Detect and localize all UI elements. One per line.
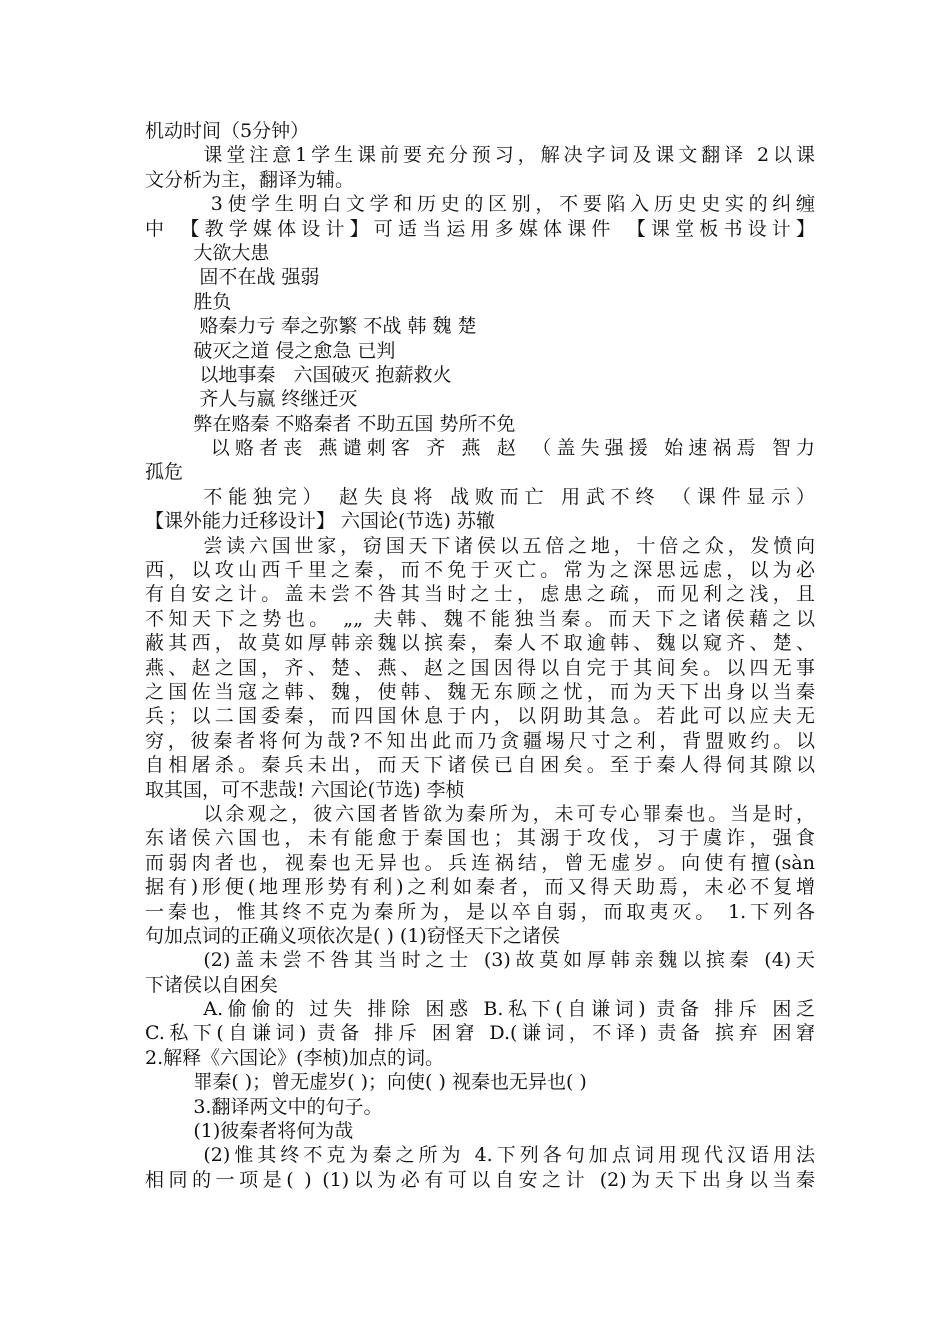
text-line: 而弱肉者也，视秦也无异也。兵连祸结，曾无虚岁。向使有擅(sàn: [145, 851, 815, 874]
text-line: 穷，彼秦者将何为哉?不知出此而乃贪疆埸尺寸之利，背盟败约。以: [145, 729, 815, 752]
text-line: 孤危: [145, 461, 184, 484]
text-line: 句加点词的正确义项依次是( ) (1)窃怪天下之诸侯: [145, 924, 560, 947]
text-line: 自相屠杀。秦兵未出，而天下诸侯已自困矣。至于秦人得伺其隙以: [145, 754, 815, 777]
text-line: A.偷偷的 过失 排除 困惑 B.私下(自谦词) 责备 排斥 困乏: [203, 998, 815, 1021]
text-line: 3.翻译两文中的句子。: [145, 1095, 383, 1118]
text-line: 固不在战 强弱: [145, 266, 320, 289]
text-line: 机动时间（5分钟）: [145, 120, 310, 142]
text-line: 燕、赵之国，齐、楚、燕、赵之国因得以自完于其间矣。以四无事: [145, 656, 815, 679]
text-line: 【课外能力迁移设计】 六国论(节选) 苏辙: [145, 510, 495, 533]
text-line: 2.解释《六国论》(李桢)加点的词。: [145, 1046, 444, 1069]
text-line: 以地事秦 六国破灭 抱薪救火: [145, 363, 452, 386]
text-line: 罪秦( )；曾无虚岁( )；向使( ) 视秦也无异也( ): [145, 1071, 587, 1094]
text-line: (1)彼秦者将何为哉: [145, 1120, 354, 1143]
document-body: [145, 119, 815, 1192]
text-line: 大欲大患: [145, 241, 270, 264]
text-line: 胜负: [145, 290, 232, 313]
text-line: 中 【教学媒体设计】可适当运用多媒体课件 【课堂板书设计】: [145, 217, 815, 240]
text-line: 取其国，可不悲哉! 六国论(节选) 李桢: [145, 778, 465, 801]
text-line: 据有)形便(地理形势有利)之利如秦者，而又得天助焉，未必不复增: [145, 876, 815, 899]
text-line: 相同的一项是( ) (1)以为必有可以自安之计 (2)为天下出身以当秦: [145, 1168, 815, 1191]
text-line: 3使学生明白文学和历史的区别，不要陷入历史史实的纠缠: [210, 193, 815, 216]
text-line: C.私下(自谦词) 责备 排斥 困窘 D.(谦词，不译) 责备 摈弃 困窘: [145, 1022, 815, 1045]
text-line: 以赂者丧 燕谴刺客 齐 燕 赵 （盖失强援 始速祸焉 智力: [210, 437, 815, 460]
text-line: 一秦也，惟其终不克为秦所为，是以卒自弱，而取夷灭。 1.下列各: [145, 900, 815, 923]
text-line: 齐人与嬴 终继迁灭: [145, 388, 358, 411]
text-line: 文分析为主，翻译为辅。: [145, 168, 355, 191]
text-line: 不知天下之势也。 „„ 夫韩、魏不能独当秦。而天下之诸侯藉之以: [145, 607, 815, 630]
text-line: (2)惟其终不克为秦之所为 4.下列各句加点词用现代汉语用法: [203, 1144, 815, 1167]
text-line: 之国佐当寇之韩、魏，使韩、魏无东顾之忧，而为天下出身以当秦: [145, 680, 815, 703]
text-line: 下诸侯以自困矣: [145, 973, 279, 996]
text-line: 不能独完） 赵失良将 战败而亡 用武不终 （课件显示）: [203, 485, 815, 508]
text-line: 东诸侯六国也，未有能愈于秦国也；其溺于攻伐，习于虞诈，强食: [145, 827, 815, 850]
text-line: 兵；以二国委秦，而四国休息于内，以阴助其急。若此可以应夫无: [145, 705, 815, 728]
text-line: 西，以攻山西千里之秦，而不免于灭亡。常为之深思远虑，以为必: [145, 559, 815, 582]
text-line: 有自安之计。盖未尝不咎其当时之士，虑患之疏，而见利之浅，且: [145, 583, 815, 606]
text-line: 课堂注意1学生课前要充分预习，解决字词及课文翻译 2以课: [203, 144, 815, 167]
text-line: 以余观之，彼六国者皆欲为秦所为，未可专心罪秦也。当是时，: [203, 802, 815, 825]
text-line: 赂秦力亏 奉之弥繁 不战 韩 魏 楚: [145, 315, 477, 338]
text-line: 尝读六国世家，窃国天下诸侯以五倍之地，十倍之众，发愤向: [203, 534, 815, 557]
text-line: 破灭之道 侵之愈急 已判: [145, 339, 396, 362]
text-line: (2)盖未尝不咎其当时之士 (3)故莫如厚韩亲魏以摈秦 (4)天: [203, 949, 815, 972]
text-line: 弊在赂秦 不赂秦者 不助五国 势所不免: [145, 412, 516, 435]
text-line: 蔽其西，故莫如厚韩亲魏以摈秦，秦人不取逾韩、魏以窥齐、楚、: [145, 632, 815, 655]
